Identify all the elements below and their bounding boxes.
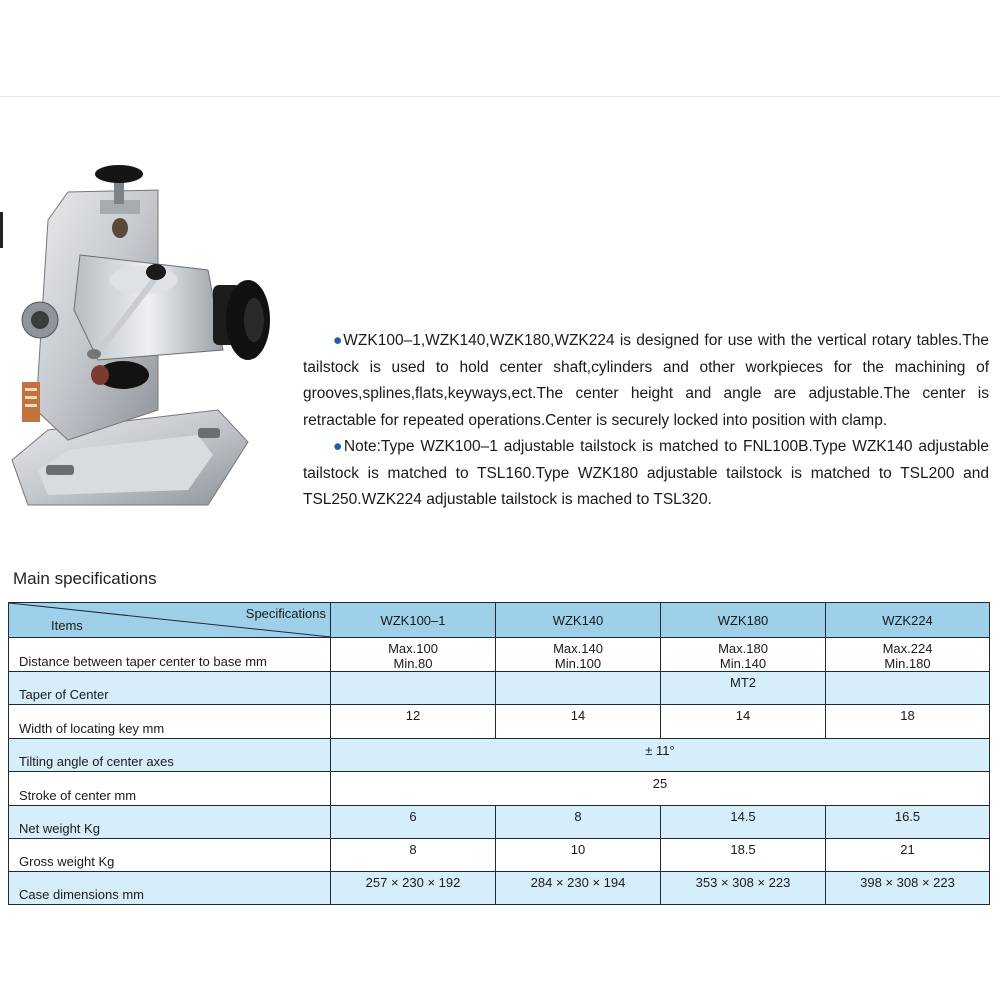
row-value: 398 × 308 × 223: [826, 872, 990, 905]
row-value: 14: [661, 705, 826, 739]
row-value: MT2: [661, 672, 826, 705]
row-value: [826, 672, 990, 705]
row-value: Max.100 Min.80: [331, 638, 496, 672]
table-header-row: [9, 603, 990, 638]
table-row: [9, 772, 990, 806]
table-row: [9, 839, 990, 872]
row-label: Taper of Center: [9, 672, 331, 705]
row-value: Max.224 Min.180: [826, 638, 990, 672]
table-row: [9, 739, 990, 772]
row-label: Gross weight Kg: [9, 839, 331, 872]
header-model: WZK224: [826, 603, 990, 638]
row-label: Tilting angle of center axes: [9, 739, 331, 772]
specifications-title: Main specifications: [13, 569, 157, 588]
row-value: 353 × 308 × 223: [661, 872, 826, 905]
row-value: Max.140 Min.100: [496, 638, 661, 672]
row-value: Max.180 Min.140: [661, 638, 826, 672]
row-label: Distance between taper center to base mm: [9, 638, 331, 672]
row-label: Width of locating key mm: [9, 705, 331, 739]
row-value: 284 × 230 × 194: [496, 872, 661, 905]
row-value-merged: ± 11°: [331, 739, 990, 772]
description-paragraph-2: ●Note:Type WZK100–1 adjustable tailstock is matched to FNL100B.Type WZK140 adjustable tailstock is matched to TSL160.Type WZK180 adjustable tailstock is matched to TSL200 and TSL250.WZK224 adjustable tailstock is mached to TSL320.: [303, 438, 989, 508]
bullet-icon: ●: [333, 332, 344, 349]
row-label: Case dimensions mm: [9, 872, 331, 905]
top-divider: [0, 96, 1000, 97]
header-model: WZK100–1: [331, 603, 496, 638]
row-value: 8: [331, 839, 496, 872]
row-value: 14: [496, 705, 661, 739]
row-label: Stroke of center mm: [9, 772, 331, 806]
specifications-table: [8, 602, 990, 905]
row-value: 18.5: [661, 839, 826, 872]
row-value: 21: [826, 839, 990, 872]
product-description: [303, 328, 989, 514]
header-model: WZK180: [661, 603, 826, 638]
row-value: 10: [496, 839, 661, 872]
table-row: [9, 806, 990, 839]
header-model: WZK140: [496, 603, 661, 638]
row-value: 16.5: [826, 806, 990, 839]
row-value: 12: [331, 705, 496, 739]
table-row: [9, 672, 990, 705]
table-row: [9, 705, 990, 739]
header-specifications: Specifications: [245, 606, 326, 621]
header-items: Items: [51, 618, 83, 633]
row-value-merged: 25: [331, 772, 990, 806]
header-diagonal-cell: [9, 603, 331, 638]
row-value: [331, 672, 496, 705]
edge-marker: [0, 212, 3, 248]
row-value: 8: [496, 806, 661, 839]
table-row: [9, 638, 990, 672]
row-value: 14.5: [661, 806, 826, 839]
bullet-icon: ●: [333, 438, 344, 455]
row-value: 6: [331, 806, 496, 839]
row-value: [496, 672, 661, 705]
table-row: [9, 872, 990, 905]
row-value: 18: [826, 705, 990, 739]
row-label: Net weight Kg: [9, 806, 331, 839]
row-value: 257 × 230 × 192: [331, 872, 496, 905]
description-paragraph-1: ●WZK100–1,WZK140,WZK180,WZK224 is designed for use with the vertical rotary tables.The tailstock is used to hold center shaft,cylinders and other workpieces for the machining of grooves,splines,flats,keyways,ect.The center height and angle are adjustable.The center is retractable for repeated operations.Center is securely locked into position with clamp.: [303, 332, 989, 429]
tailstock-product-image: [8, 160, 290, 510]
